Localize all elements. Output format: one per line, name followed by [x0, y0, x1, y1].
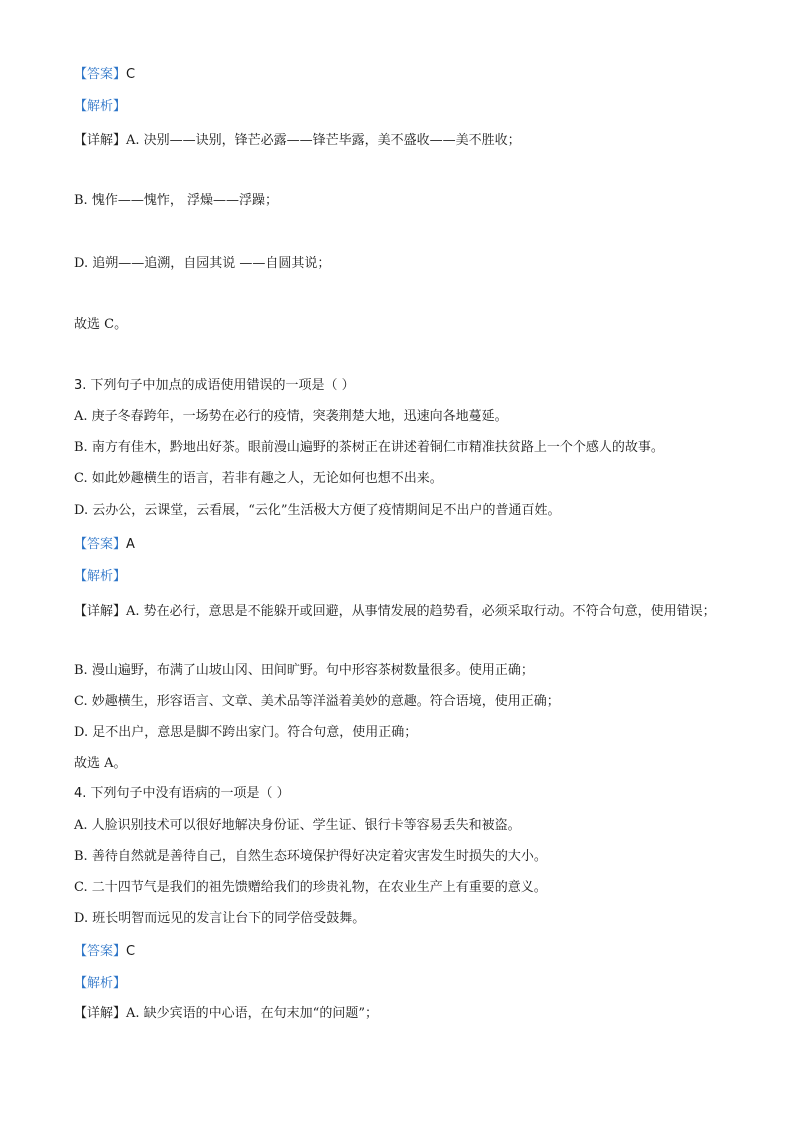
detail-text: A. 势在必行，意思是不能躲开或回避，从事情发展的趋势看，必须采取行动。不符合句意，使用错误； [126, 604, 716, 619]
answer-text: C [126, 67, 136, 82]
explanation-line: B. 漫山遍野，布满了山坡山冈、田间旷野。句中形容茶树数量很多。使用正确； [74, 663, 534, 678]
analysis-line [74, 96, 733, 118]
option-a: A. 庚子冬春跨年，一场势在必行的疫情，突袭荆楚大地，迅速向各地蔓延。 [74, 409, 508, 424]
option-c: C. 如此妙趣横生的语言，若非有趣之人，无论如何也想不出来。 [74, 471, 443, 486]
detail-line [74, 130, 733, 152]
answer-line [74, 534, 733, 556]
detail-tag: 【详解】 [74, 1006, 127, 1021]
analysis-tag: 【解析】 [74, 976, 127, 991]
answer-tag: 【答案】 [74, 944, 127, 959]
question-stem [74, 375, 733, 397]
analysis-tag: 【解析】 [74, 569, 127, 584]
conclusion-line: 故选 C。 [74, 317, 128, 332]
explanation-line: D. 追朔——追溯，自园其说 ——自圆其说； [74, 256, 331, 271]
question-text: 3. 下列句子中加点的成语使用错误的一项是（ ） [74, 378, 355, 393]
analysis-line [74, 973, 733, 995]
explanation-line: B. 愧作——愧怍， 浮燥——浮躁； [74, 193, 278, 208]
option-a: A. 人脸识别技术可以很好地解决身份证、学生证、银行卡等容易丢失和被盗。 [74, 818, 521, 833]
answer-text: C [126, 944, 136, 959]
question-text: 4. 下列句子中没有语病的一项是（ ） [74, 786, 290, 801]
answer-text: A [126, 537, 135, 552]
option-b: B. 南方有佳木，黔地出好茶。眼前漫山遍野的茶树正在讲述着铜仁市精准扶贫路上一个个感人的故事。 [74, 440, 664, 455]
explanation-line: D. 足不出户，意思是脚不跨出家门。符合句意，使用正确； [74, 725, 418, 740]
answer-tag: 【答案】 [74, 537, 127, 552]
option-b: B. 善待自然就是善待自己，自然生态环境保护得好决定着灾害发生时损失的大小。 [74, 849, 547, 864]
option-d: D. 云办公，云课堂，云看展，“云化”生活极大方便了疫情期间足不出户的普通百姓。 [74, 503, 561, 518]
analysis-line [74, 566, 733, 588]
detail-line [74, 596, 733, 627]
option-c: C. 二十四节气是我们的祖先馈赠给我们的珍贵礼物，在农业生产上有重要的意义。 [74, 880, 547, 895]
detail-text: A. 缺少宾语的中心语，在句末加“的问题”； [126, 1006, 378, 1021]
answer-line [74, 64, 733, 86]
answer-tag: 【答案】 [74, 67, 127, 82]
conclusion-line: 故选 A。 [74, 756, 127, 771]
explanation-line: C. 妙趣横生，形容语言、文章、美术品等洋溢着美妙的意趣。符合语境，使用正确； [74, 694, 560, 709]
analysis-tag: 【解析】 [74, 99, 127, 114]
question-stem [74, 783, 733, 805]
answer-line [74, 941, 733, 963]
detail-line [74, 1003, 733, 1025]
option-d: D. 班长明智而远见的发言让台下的同学倍受鼓舞。 [74, 911, 366, 926]
detail-text: A. 决别——诀别，锋芒必露——锋芒毕露，美不盛收——美不胜收； [126, 133, 521, 148]
detail-tag: 【详解】 [74, 604, 127, 619]
detail-tag: 【详解】 [74, 133, 127, 148]
